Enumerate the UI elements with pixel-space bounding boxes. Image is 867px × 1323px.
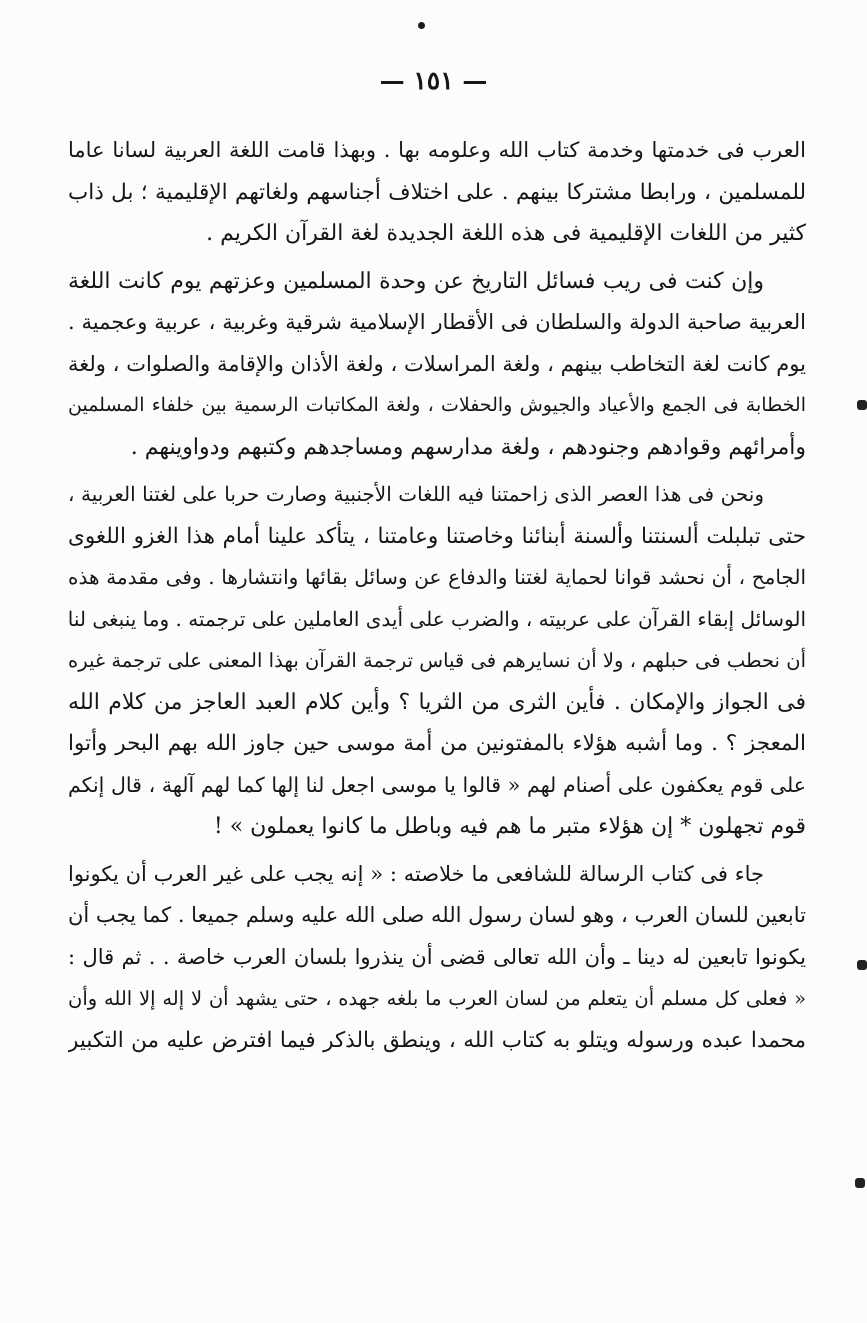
paragraph — [68, 130, 806, 255]
text-line: الخطابة فى الجمع والأعياد والجيوش والحفلات ، ولغة المكاتبات الرسمية بين خلفاء المسلمين — [68, 394, 806, 416]
paragraph — [68, 261, 806, 469]
paragraph — [68, 474, 806, 848]
paragraph — [68, 854, 806, 1062]
page-number: — ١٥١ — — [379, 66, 488, 95]
text-line: قوم تجهلون * إن هؤلاء متبر ما هم فيه وباطل ما كانوا يعملون » ! — [213, 814, 806, 839]
text-line: الوسائل إبقاء القرآن على عربيته ، والضرب على أيدى العاملين على ترجمته . وما ينبغى لنا — [68, 606, 806, 631]
text-line: وأمرائهم وقوادهم وجنودهم ، ولغة مدارسهم ومساجدهم وكتبهم ودواوينهم . — [130, 434, 806, 460]
text-line: « فعلى كل مسلم أن يتعلم من لسان العرب ما بلغه جهده ، حتى يشهد أن لا إله إلا الله وأن — [68, 987, 806, 1010]
text-line: يكونوا تابعين له دينا ـ وأن الله تعالى قضى أن ينذروا بلسان العرب خاصة . . ثم قال : — [68, 944, 806, 969]
edge-mark-3 — [855, 1178, 865, 1188]
text-line: العربية صاحبة الدولة والسلطان فى الأقطار الإسلامية شرقية وغربية ، عربية وعجمية . — [68, 310, 806, 334]
ink-dot — [418, 22, 425, 29]
text-line: العرب فى خدمتها وخدمة كتاب الله وعلومه بها . وبهذا قامت اللغة العربية لسانا عاما — [68, 138, 806, 162]
text-line: كثير من اللغات الإقليمية فى هذه اللغة الجديدة لغة القرآن الكريم . — [206, 221, 806, 246]
text-line: أن نحطب فى حبلهم ، ولا أن نسايرهم فى قياس ترجمة القرآن بهذا المعنى على ترجمة غيره — [68, 649, 806, 672]
text-line: يوم كانت لغة التخاطب بينهم ، ولغة المراسلات ، ولغة الأذان والإقامة والصلوات ، ولغة — [68, 351, 806, 376]
body-text — [68, 130, 806, 1061]
text-line: الجامح ، أن نحشد قوانا لحماية لغتنا والدفاع عن وسائل بقائها وانتشارها . وفى مقدمة هذه — [68, 565, 806, 589]
edge-mark-1 — [857, 400, 867, 410]
text-line: وإن كنت فى ريب فسائل التاريخ عن وحدة المسلمين وعزتهم يوم كانت اللغة — [68, 268, 764, 294]
text-line: للمسلمين ، ورابطا مشتركا بينهم . على اختلاف أجناسهم ولغاتهم الإقليمية ؛ بل ذاب — [68, 179, 806, 205]
text-line: جاء فى كتاب الرسالة للشافعى ما خلاصته : « إنه يجب على غير العرب أن يكونوا — [68, 861, 764, 886]
text-line: على قوم يعكفون على أصنام لهم « قالوا يا موسى اجعل لنا إلها كما لهم آلهة ، قال إنكم — [68, 772, 806, 797]
text-line: محمدا عبده ورسوله ويتلو به كتاب الله ، وينطق بالذكر فيما افترض عليه من التكبير — [68, 1027, 806, 1053]
text-line: تابعين للسان العرب ، وهو لسان رسول الله صلى الله عليه وسلم جميعا . كما يجب أن — [68, 903, 806, 927]
edge-mark-2 — [857, 960, 867, 970]
text-line: حتى تبلبلت ألسنتنا وألسنة أبنائنا وخاصتنا وعامتنا ، يتأكد علينا أمام هذا الغزو اللغوى — [68, 523, 806, 549]
text-line: فى الجواز والإمكان . فأين الثرى من الثريا ؟ وأين كلام العبد العاجز من كلام الله — [68, 689, 806, 715]
text-line: ونحن فى هذا العصر الذى زاحمتنا فيه اللغات الأجنبية وصارت حربا على لغتنا العربية ، — [68, 482, 764, 506]
text-line: المعجز ؟ . وما أشبه هؤلاء بالمفتونين من أمة موسى حين جاوز الله بهم البحر وأتوا — [68, 731, 806, 756]
